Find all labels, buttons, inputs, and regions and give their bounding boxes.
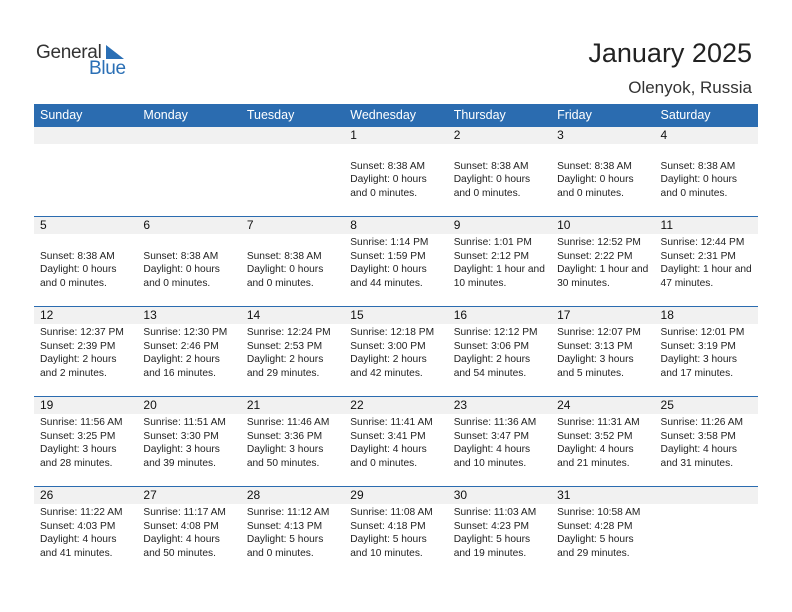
day-cell <box>655 127 758 215</box>
day-detail-line: and 0 minutes. <box>660 187 728 199</box>
day-details <box>241 234 344 290</box>
day-detail-line: Daylight: 5 hours <box>453 534 531 546</box>
day-detail-line: Daylight: 5 hours <box>246 534 324 546</box>
day-details <box>551 234 654 290</box>
day-detail-line: and 0 minutes. <box>350 187 418 199</box>
day-detail-line: and 28 minutes. <box>40 457 113 469</box>
day-number: 16 <box>448 307 551 324</box>
day-number: 19 <box>34 397 137 414</box>
day-cell <box>137 217 240 305</box>
day-detail-line: and 42 minutes. <box>350 367 423 379</box>
day-cell <box>137 397 240 485</box>
day-number: 13 <box>137 307 240 324</box>
day-detail-line: Sunrise: 11:46 AM <box>246 417 330 428</box>
day-number: 11 <box>655 217 758 234</box>
day-detail-line: Sunset: 3:41 PM <box>350 430 426 442</box>
logo-word-blue: Blue <box>89 58 126 79</box>
day-detail-line: Sunrise: 11:36 AM <box>453 417 537 428</box>
day-details <box>241 504 344 560</box>
day-detail-line: Sunset: 3:47 PM <box>453 430 530 442</box>
page-title: January 2025 <box>588 38 752 68</box>
day-detail-line: Daylight: 2 hours <box>40 354 117 366</box>
day-cell <box>137 127 240 215</box>
day-detail-line <box>350 146 447 160</box>
day-detail-line: Sunset: 3:52 PM <box>557 430 633 442</box>
day-cell <box>241 127 344 215</box>
day-details <box>551 504 654 560</box>
day-detail-line <box>40 236 137 250</box>
day-number: 5 <box>34 217 137 234</box>
day-number: 25 <box>655 397 758 414</box>
day-detail-line <box>247 236 344 250</box>
day-cell <box>344 487 447 575</box>
day-detail-line: and 10 minutes. <box>350 547 423 559</box>
day-cell <box>551 217 654 305</box>
day-detail-line: Sunset: 3:25 PM <box>40 430 116 442</box>
day-detail-line: Sunset: 3:36 PM <box>246 430 323 442</box>
weekday-wednesday: Wednesday <box>350 108 417 122</box>
day-detail-line: and 0 minutes. <box>143 277 211 289</box>
day-detail-line: and 0 minutes. <box>246 277 314 289</box>
day-number: 23 <box>448 397 551 414</box>
weekday-sunday: Sunday <box>40 108 83 122</box>
week-row <box>34 306 758 395</box>
day-detail-line: and 17 minutes. <box>660 367 734 379</box>
day-detail-line: Daylight: 0 hours <box>40 264 117 276</box>
day-number <box>241 127 344 144</box>
day-detail-line: Daylight: 4 hours <box>143 534 220 546</box>
day-detail-line: Daylight: 0 hours <box>350 174 427 186</box>
day-detail-line: Daylight: 0 hours <box>143 264 220 276</box>
day-cell <box>551 397 654 485</box>
day-number: 22 <box>344 397 447 414</box>
day-detail-line: Daylight: 5 hours <box>350 534 427 546</box>
day-detail-line: Sunset: 2:22 PM <box>557 250 633 262</box>
day-number: 27 <box>137 487 240 504</box>
day-cell <box>448 127 551 215</box>
day-detail-line: Sunset: 8:38 AM <box>453 160 529 172</box>
day-details <box>448 144 551 200</box>
day-number: 9 <box>448 217 551 234</box>
day-cell <box>344 397 447 485</box>
day-cell <box>655 397 758 485</box>
day-details <box>34 324 137 380</box>
day-number: 6 <box>137 217 240 234</box>
day-detail-line: Daylight: 2 hours <box>453 354 531 366</box>
day-details <box>34 144 137 146</box>
day-detail-line <box>143 236 240 250</box>
day-number: 14 <box>241 307 344 324</box>
day-cell <box>241 487 344 575</box>
day-details <box>137 234 240 290</box>
day-detail-line: 10 minutes. <box>453 277 507 289</box>
day-cell <box>34 487 137 575</box>
day-details <box>655 504 758 506</box>
day-number: 1 <box>344 127 447 144</box>
day-detail-line: Sunrise: 11:41 AM <box>350 417 433 428</box>
day-detail-line: and 0 minutes. <box>453 187 521 199</box>
day-detail-line: and 50 minutes. <box>246 457 320 469</box>
day-detail-line: and 16 minutes. <box>143 367 216 379</box>
day-number: 12 <box>34 307 137 324</box>
day-detail-line: Sunrise: 1:01 PM <box>453 237 532 248</box>
day-detail-line <box>454 146 551 160</box>
day-detail-line: Sunset: 8:38 AM <box>143 250 219 262</box>
day-detail-line: Daylight: 1 hour and <box>557 264 649 276</box>
day-detail-line: Daylight: 0 hours <box>557 174 634 186</box>
day-details <box>344 414 447 470</box>
day-number <box>34 127 137 144</box>
day-cell <box>655 487 758 575</box>
day-cell <box>448 217 551 305</box>
day-detail-line: Daylight: 4 hours <box>660 444 737 456</box>
week-row <box>34 396 758 485</box>
day-detail-line: Sunrise: 10:58 AM <box>557 507 641 518</box>
weekday-thursday: Thursday <box>453 108 506 122</box>
day-number: 24 <box>551 397 654 414</box>
day-detail-line: and 50 minutes. <box>143 547 216 559</box>
day-number <box>137 127 240 144</box>
day-number: 20 <box>137 397 240 414</box>
day-details <box>344 504 447 560</box>
day-detail-line: and 2 minutes. <box>40 367 107 379</box>
day-detail-line: Sunrise: 11:12 AM <box>246 507 330 518</box>
day-detail-line: Sunrise: 12:44 PM <box>660 237 745 248</box>
weekday-tuesday: Tuesday <box>246 108 295 122</box>
day-cell <box>34 217 137 305</box>
day-detail-line: and 31 minutes. <box>660 457 734 469</box>
day-detail-line: Daylight: 3 hours <box>40 444 117 456</box>
day-number: 28 <box>241 487 344 504</box>
day-detail-line: Daylight: 4 hours <box>557 444 634 456</box>
day-details <box>34 504 137 560</box>
day-detail-line: Sunrise: 12:24 PM <box>246 327 331 338</box>
day-detail-line: Daylight: 2 hours <box>350 354 427 366</box>
day-detail-line: Sunset: 3:06 PM <box>453 340 530 352</box>
day-detail-line: Sunset: 2:39 PM <box>40 340 116 352</box>
day-cell <box>551 487 654 575</box>
day-detail-line: Sunset: 4:13 PM <box>246 520 323 532</box>
day-detail-line: Daylight: 3 hours <box>557 354 634 366</box>
day-cell <box>34 307 137 395</box>
day-detail-line: and 44 minutes. <box>350 277 423 289</box>
day-detail-line: Sunset: 2:12 PM <box>453 250 530 262</box>
day-detail-line: Sunrise: 12:30 PM <box>143 327 228 338</box>
day-detail-line: Sunset: 8:38 AM <box>350 160 426 172</box>
day-number: 29 <box>344 487 447 504</box>
day-detail-line: Sunset: 2:46 PM <box>143 340 219 352</box>
day-details <box>448 414 551 470</box>
day-detail-line: and 29 minutes. <box>557 547 630 559</box>
day-cell <box>344 217 447 305</box>
day-cell <box>551 127 654 215</box>
day-detail-line: Sunset: 3:13 PM <box>557 340 633 352</box>
day-detail-line: Sunrise: 12:52 PM <box>557 237 641 248</box>
week-row <box>34 216 758 305</box>
day-detail-line: Sunrise: 11:08 AM <box>350 507 433 518</box>
weekday-header <box>34 104 758 126</box>
day-number: 3 <box>551 127 654 144</box>
day-detail-line: Sunrise: 12:07 PM <box>557 327 641 338</box>
day-detail-line: Daylight: 2 hours <box>143 354 220 366</box>
day-detail-line: Sunset: 8:38 AM <box>246 250 322 262</box>
day-detail-line: Sunrise: 1:14 PM <box>350 237 429 248</box>
day-detail-line: Daylight: 0 hours <box>453 174 531 186</box>
day-cell <box>448 307 551 395</box>
day-number <box>655 487 758 504</box>
day-detail-line: and 10 minutes. <box>453 457 527 469</box>
weekday-saturday: Saturday <box>660 108 711 122</box>
day-cell <box>448 397 551 485</box>
day-detail-line: and 0 minutes. <box>350 457 418 469</box>
day-detail-line: and 0 minutes. <box>557 187 624 199</box>
day-detail-line: Daylight: 0 hours <box>246 264 324 276</box>
day-detail-line: Sunset: 2:53 PM <box>246 340 323 352</box>
day-number: 8 <box>344 217 447 234</box>
day-details <box>241 144 344 146</box>
weekday-friday: Friday <box>557 108 592 122</box>
day-number: 10 <box>551 217 654 234</box>
day-cell <box>551 307 654 395</box>
day-detail-line: Daylight: 2 hours <box>246 354 324 366</box>
day-detail-line: Daylight: 5 hours <box>557 534 634 546</box>
day-details <box>448 324 551 380</box>
day-cell <box>34 397 137 485</box>
day-detail-line <box>661 146 758 160</box>
day-detail-line: Sunrise: 11:51 AM <box>143 417 226 428</box>
day-detail-line: Sunset: 4:28 PM <box>557 520 633 532</box>
day-details <box>655 144 758 200</box>
day-number: 30 <box>448 487 551 504</box>
day-detail-line: Daylight: 4 hours <box>40 534 117 546</box>
day-detail-line: 30 minutes. <box>557 277 610 289</box>
day-number: 31 <box>551 487 654 504</box>
day-details <box>241 324 344 380</box>
day-detail-line: and 41 minutes. <box>40 547 113 559</box>
weekday-monday: Monday <box>143 108 188 122</box>
day-details <box>344 234 447 290</box>
day-detail-line: Sunrise: 12:01 PM <box>660 327 745 338</box>
day-detail-line: and 39 minutes. <box>143 457 216 469</box>
day-detail-line: and 5 minutes. <box>557 367 624 379</box>
day-details <box>655 414 758 470</box>
logo <box>36 42 136 82</box>
location-subtitle: Olenyok, Russia <box>628 78 752 97</box>
day-cell <box>344 127 447 215</box>
day-detail-line: Sunset: 8:38 AM <box>557 160 632 172</box>
day-details <box>344 144 447 200</box>
day-details <box>448 234 551 290</box>
day-detail-line: Sunrise: 12:12 PM <box>453 327 538 338</box>
day-detail-line: Sunset: 3:00 PM <box>350 340 426 352</box>
day-detail-line: Sunrise: 11:03 AM <box>453 507 537 518</box>
day-details <box>137 414 240 470</box>
day-detail-line: Sunset: 8:38 AM <box>660 160 736 172</box>
day-details <box>137 324 240 380</box>
week-row <box>34 126 758 215</box>
day-detail-line: Sunset: 2:31 PM <box>660 250 736 262</box>
day-detail-line: Sunrise: 11:56 AM <box>40 417 123 428</box>
day-number: 18 <box>655 307 758 324</box>
day-detail-line: Sunset: 4:03 PM <box>40 520 116 532</box>
day-details <box>34 234 137 290</box>
day-cell <box>655 307 758 395</box>
day-detail-line: Daylight: 3 hours <box>143 444 220 456</box>
day-detail-line: Sunset: 1:59 PM <box>350 250 426 262</box>
day-detail-line: Daylight: 4 hours <box>453 444 531 456</box>
day-detail-line: Sunset: 4:23 PM <box>453 520 530 532</box>
logo-word-general: General <box>36 42 102 63</box>
day-details <box>344 324 447 380</box>
day-details <box>241 414 344 470</box>
day-detail-line: Daylight: 4 hours <box>350 444 427 456</box>
day-detail-line: Daylight: 0 hours <box>660 174 737 186</box>
day-details <box>137 504 240 560</box>
day-detail-line: Sunset: 3:19 PM <box>660 340 736 352</box>
day-detail-line: Daylight: 0 hours <box>350 264 427 276</box>
day-detail-line: and 21 minutes. <box>557 457 630 469</box>
day-details <box>655 234 758 290</box>
day-detail-line: Sunset: 4:08 PM <box>143 520 219 532</box>
day-detail-line: Sunrise: 12:37 PM <box>40 327 124 338</box>
day-number: 7 <box>241 217 344 234</box>
day-number: 15 <box>344 307 447 324</box>
day-detail-line: Sunset: 3:30 PM <box>143 430 219 442</box>
day-detail-line: and 0 minutes. <box>246 547 314 559</box>
day-detail-line: and 29 minutes. <box>246 367 320 379</box>
day-cell <box>241 397 344 485</box>
day-detail-line: Daylight: 3 hours <box>660 354 737 366</box>
day-cell <box>655 217 758 305</box>
day-detail-line: Sunset: 4:18 PM <box>350 520 426 532</box>
day-details <box>551 414 654 470</box>
day-cell <box>137 487 240 575</box>
day-cell <box>448 487 551 575</box>
week-row <box>34 486 758 575</box>
day-number: 4 <box>655 127 758 144</box>
day-detail-line: Daylight: 1 hour and <box>660 264 752 276</box>
day-details <box>551 144 654 200</box>
day-details <box>551 324 654 380</box>
day-detail-line: Sunrise: 11:26 AM <box>660 417 744 428</box>
day-details <box>137 144 240 146</box>
day-cell <box>137 307 240 395</box>
day-detail-line: and 0 minutes. <box>40 277 107 289</box>
day-detail-line: Sunrise: 11:17 AM <box>143 507 226 518</box>
day-detail-line: Sunset: 8:38 AM <box>40 250 115 262</box>
day-number: 2 <box>448 127 551 144</box>
day-number: 26 <box>34 487 137 504</box>
day-details <box>448 504 551 560</box>
day-number: 17 <box>551 307 654 324</box>
day-detail-line: and 19 minutes. <box>453 547 527 559</box>
day-detail-line <box>557 146 654 160</box>
day-detail-line: Sunset: 3:58 PM <box>660 430 736 442</box>
logo-triangle-icon <box>106 45 126 59</box>
day-detail-line: Sunrise: 12:18 PM <box>350 327 435 338</box>
day-detail-line: 47 minutes. <box>660 277 714 289</box>
day-cell <box>241 307 344 395</box>
day-details <box>655 324 758 380</box>
day-cell <box>34 127 137 215</box>
day-cell <box>344 307 447 395</box>
day-detail-line: Sunrise: 11:22 AM <box>40 507 123 518</box>
day-detail-line: Daylight: 1 hour and <box>453 264 545 276</box>
day-details <box>34 414 137 470</box>
day-cell <box>241 217 344 305</box>
day-detail-line: Daylight: 3 hours <box>246 444 324 456</box>
day-detail-line: and 54 minutes. <box>453 367 527 379</box>
day-number: 21 <box>241 397 344 414</box>
day-detail-line: Sunrise: 11:31 AM <box>557 417 640 428</box>
